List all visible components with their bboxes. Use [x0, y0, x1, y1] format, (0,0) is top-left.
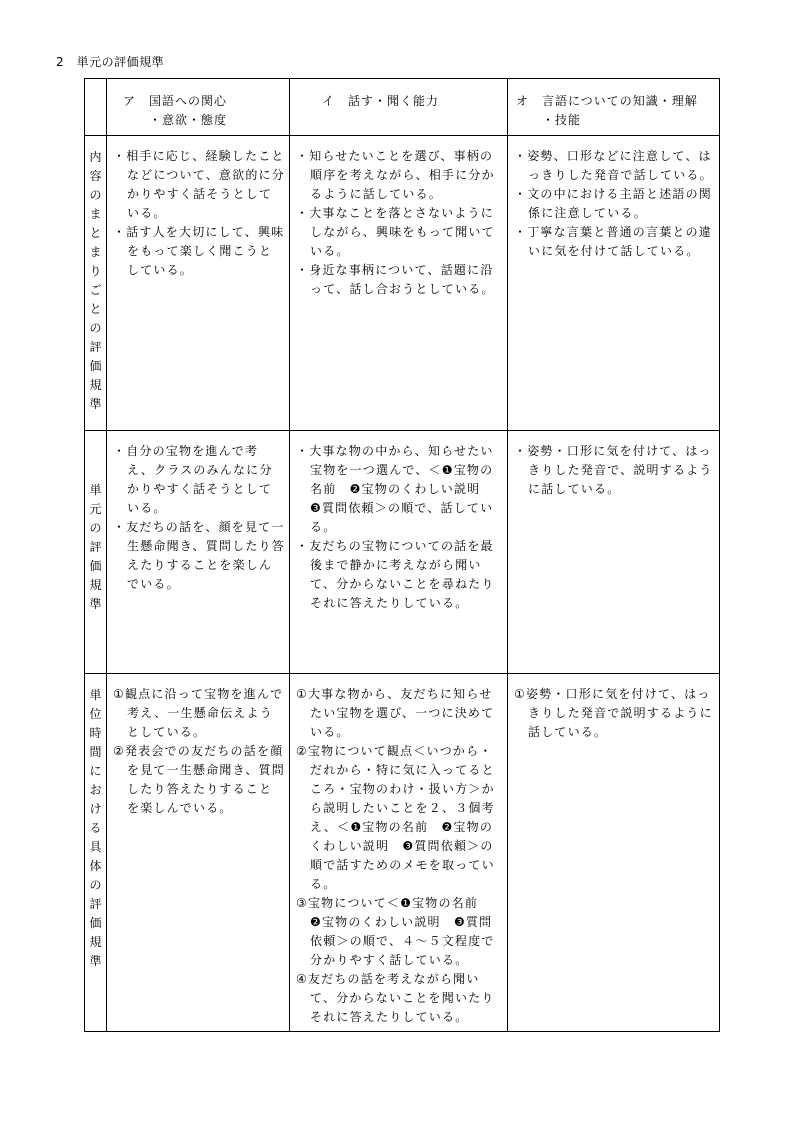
header-col3-line1: オ 言語についての知識・理解	[516, 94, 698, 108]
list-item: ・大事なことを落とさないようにしながら、興味をもって聞いている。	[296, 206, 495, 258]
row-label: 単元の評価規準	[89, 483, 102, 611]
list-item: ・姿勢・口形に気を付けて、はっきりした発音で、説明するように話している。	[514, 444, 713, 496]
list-item: ・知らせたいことを選び、事柄の順序を考えながら、相手に分かるように話している。	[296, 149, 495, 201]
list-item: ・文の中における主語と述語の関係に注意している。	[514, 187, 713, 220]
list-item: ・身近な事柄について、話題に沿って、話し合おうとしている。	[296, 263, 495, 296]
list-item: ①大事な物から、友だちに知らせたい宝物を選び、一つに決めている。	[296, 687, 495, 739]
list-item: ①観点に沿って宝物を進んで考え、一生懸命伝えようとしている。	[113, 687, 284, 739]
row-unit-criteria	[85, 431, 720, 674]
list-item: ②宝物について観点＜いつから・だれから・特に気に入ってるところ・宝物のわけ・扱い方＞から説明したいことを２、３個考え、＜❶宝物の名前 ❷宝物のくわしい説明 ❸質問依頼＞の順で話すためのメモを取っている。	[296, 744, 495, 891]
list-item: ②発表会での友だちの話を顔を見て一生懸命聞き、質問したり答えたりすることを楽しんでいる。	[113, 744, 285, 815]
row-content-criteria	[85, 136, 720, 431]
list-item: ・自分の宝物を進んで考え、クラスのみんなに分かりやすく話そうとしている。	[113, 444, 273, 515]
list-item: ③宝物について＜❶宝物の名前 ❷宝物のくわしい説明 ❸質問依頼＞の順で、４～５文程度で分かりやすく話している。	[296, 896, 495, 967]
list-item: ・友だちの話を、顔を見て一生懸命聞き、質問したり答えたりすることを楽しんでいる。	[113, 520, 285, 591]
header-col3	[508, 79, 720, 136]
list-item: ・姿勢、口形などに注意して、はっきりした発音で話している。	[514, 149, 713, 182]
section-title: 2 単元の評価規準	[56, 55, 165, 69]
list-item: ・話す人を大切にして、興味をもって楽しく聞こうとしている。	[113, 225, 285, 277]
list-item: ④友だちの話を考えながら聞いて、分からないことを聞いたりそれに答えたりしている。	[296, 972, 495, 1024]
list-item: ・丁寧な言葉と普通の言葉との違いに気を付けて話している。	[514, 225, 713, 258]
header-col3-line2: ・技能	[542, 113, 582, 127]
corner-cell	[85, 79, 107, 136]
list-item: ・友だちの宝物についての話を最後まで静かに考えながら聞いて、分からないことを尋ねたりそれに答えたりしている。	[296, 539, 495, 610]
evaluation-criteria-table	[84, 78, 720, 1032]
header-col2-line1: イ 話す・聞く能力	[322, 94, 440, 108]
header-col1-line2: ・意欲・態度	[149, 113, 228, 127]
row-label: 内容のまとまりごとの評価規準	[89, 150, 102, 411]
header-col1	[107, 79, 290, 136]
row-label: 単位時間における具体の評価規準	[89, 688, 102, 968]
list-item: ①姿勢・口形に気を付けて、はっきりした発音で説明するように話している。	[514, 687, 713, 739]
row-lesson-criteria	[85, 674, 720, 1032]
header-row	[85, 79, 720, 136]
list-item: ・相手に応じ、経験したことなどについて、意欲的に分かりやすく話そうとしている。	[113, 149, 285, 220]
header-col1-line1: ア 国語への関心	[123, 94, 228, 108]
list-item: ・大事な物の中から、知らせたい宝物を一つ選んで、＜❶宝物の名前 ❷宝物のくわしい説明 ❸質問依頼＞の順で、話している。	[296, 444, 494, 534]
header-col2	[290, 79, 508, 136]
